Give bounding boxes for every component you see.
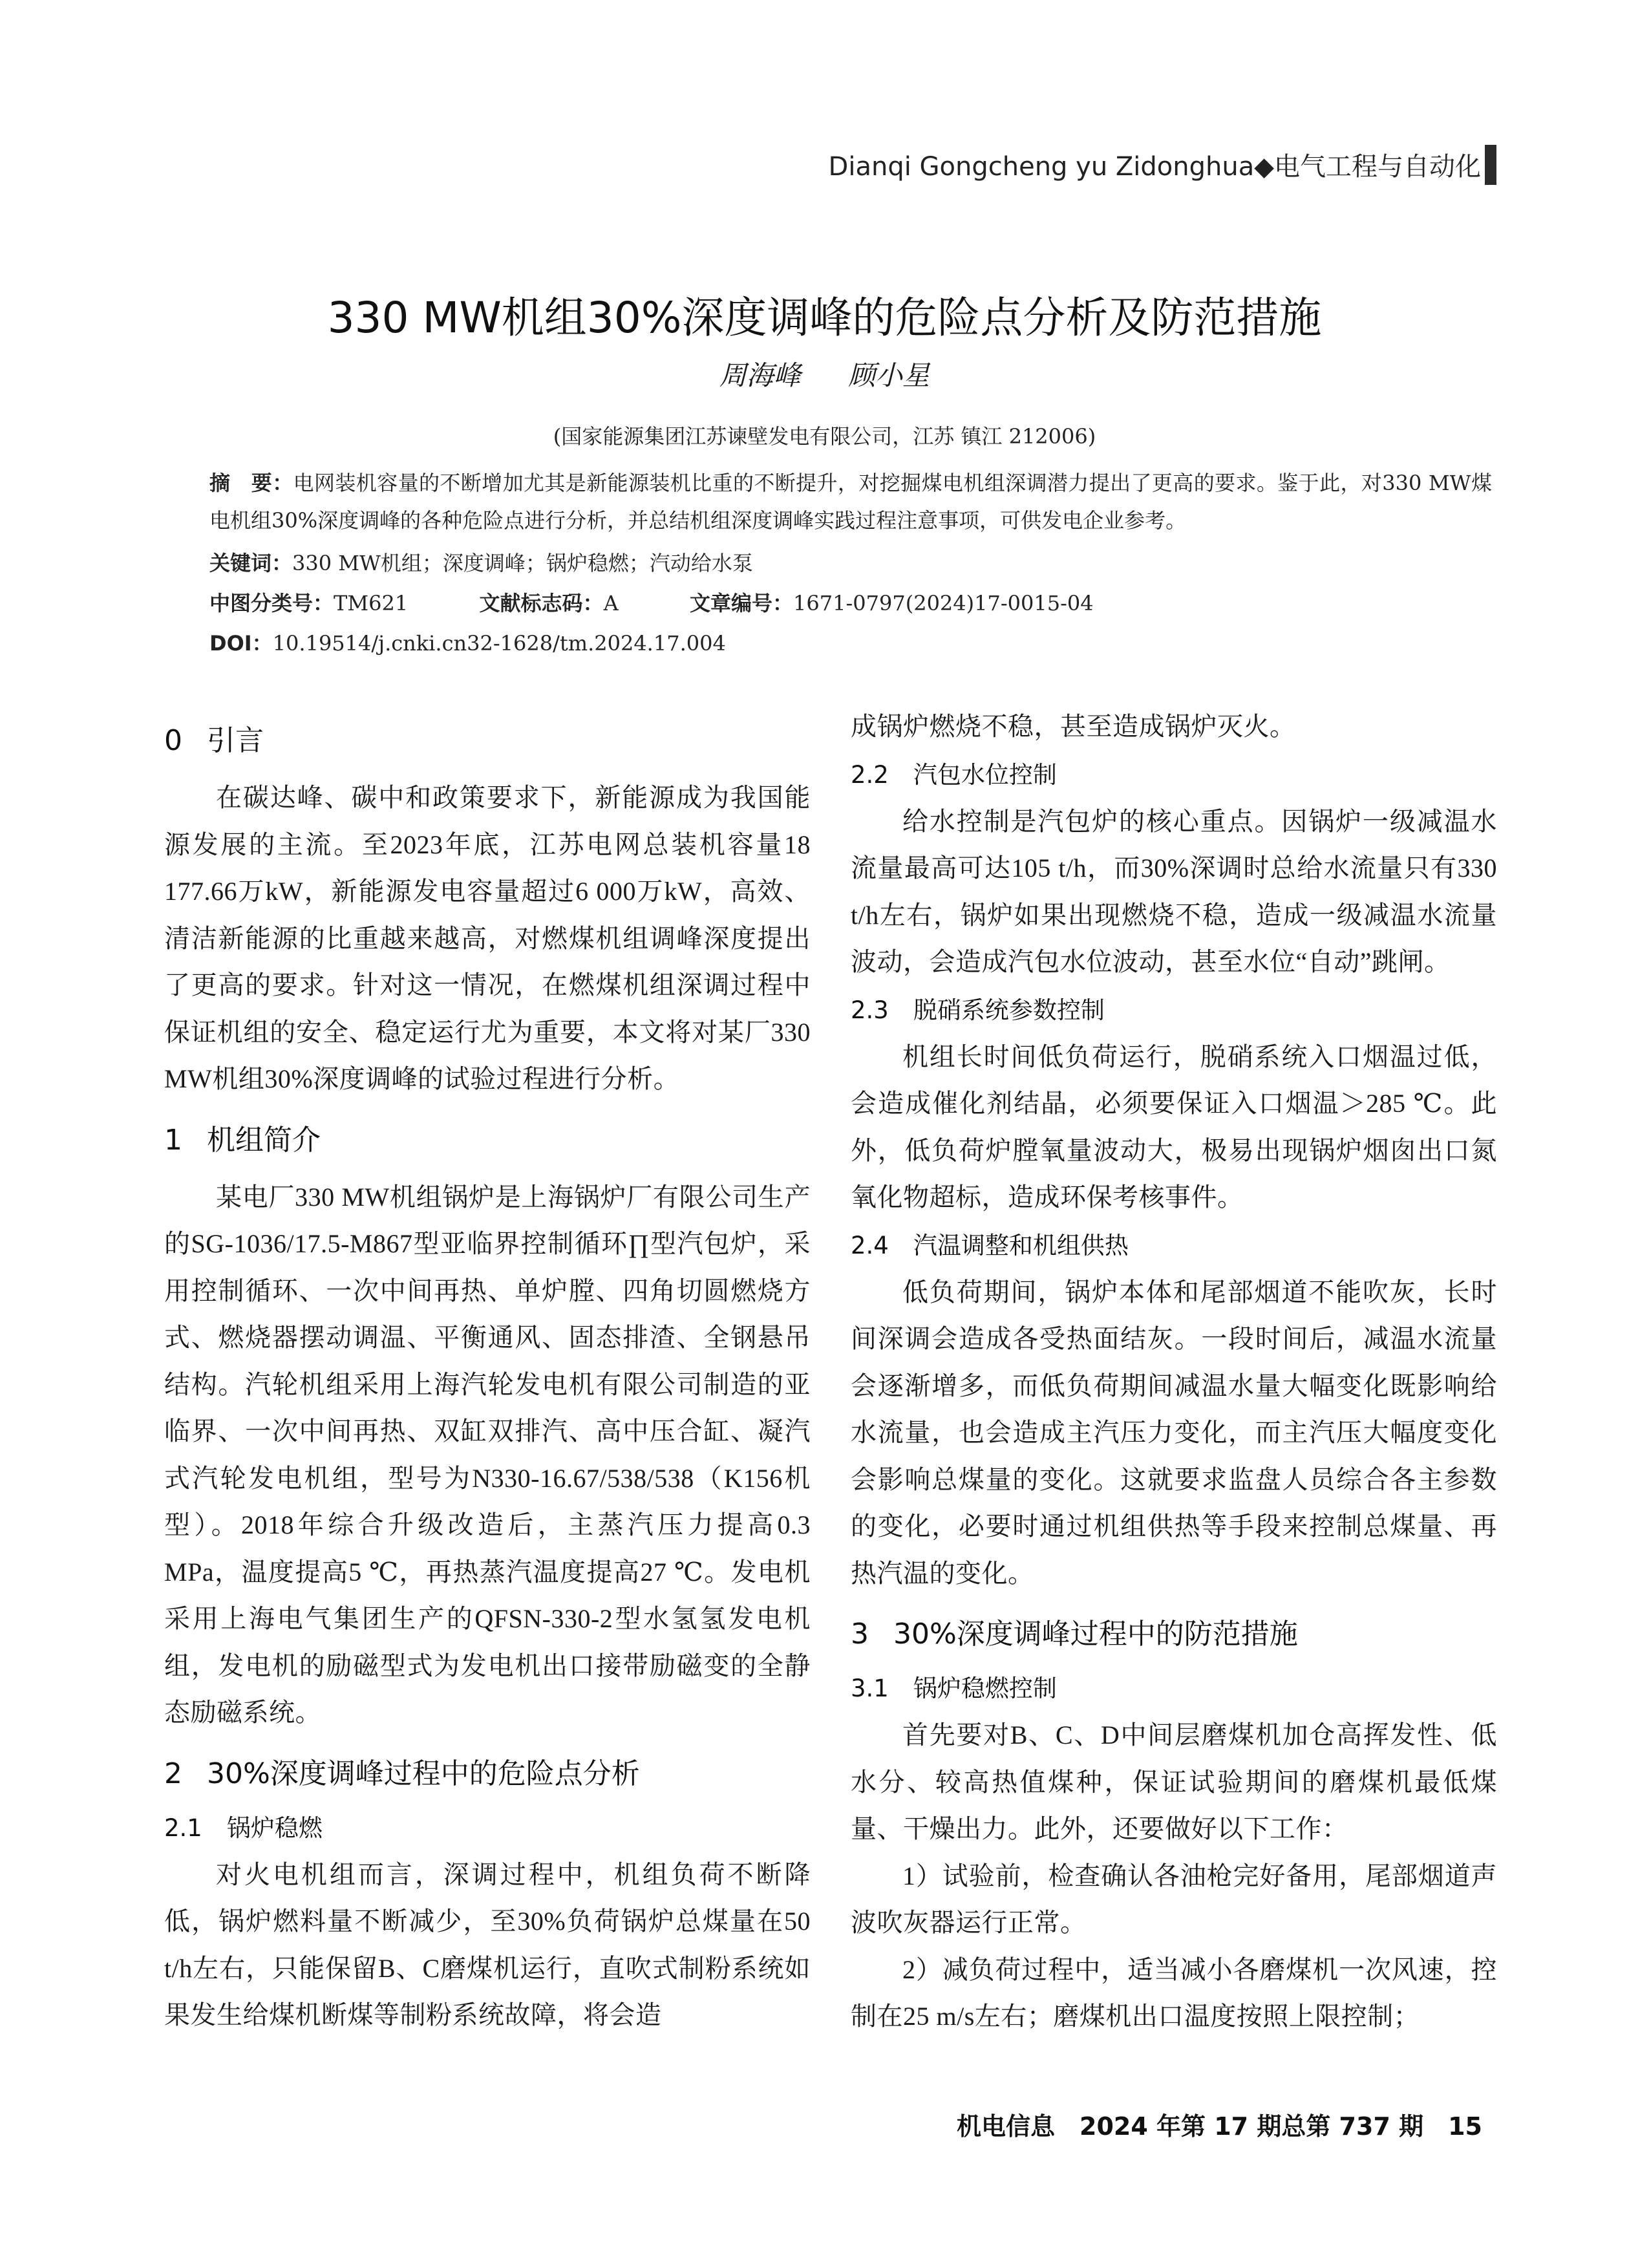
section-2-3-heading: 2.3 脱硝系统参数控制: [851, 996, 1105, 1024]
doc-code-label: 文献标志码：: [479, 591, 604, 615]
left-column: [164, 703, 811, 2039]
section-0-heading: 0 引言: [164, 724, 264, 757]
section-2-4-heading: 2.4 汽温调整和机组供热: [851, 1231, 1129, 1259]
abstract: [164, 464, 1492, 539]
section-3-1-heading: 3.1 锅炉稳燃控制: [851, 1674, 1057, 1702]
page-footer: 机电信息 2024 年第 17 期总第 737 期 15: [957, 2112, 1482, 2141]
author-2: 顾小星: [848, 359, 930, 391]
doi-label: DOI：: [209, 631, 273, 656]
section-0-paragraph: 在碳达峰、碳中和政策要求下，新能源成为我国能源发展的主流。至2023年底，江苏电网总装机容量18 177.66万kW，新能源发电容量超过6 000万kW，高效、清洁新能源的比重越来越高，对燃煤机组调峰深度提出了更高的要求。针对这一情况，在燃煤机组深调过程中保证机组的安全、稳定运行尤为重要，本文将对某厂330 MW机组30%深度调峰的试验过程进行分析。: [164, 783, 811, 1093]
section-2-2-heading: 2.2 汽包水位控制: [851, 760, 1057, 789]
article-number-value: 1671-0797(2024)17-0015-04: [793, 591, 1094, 615]
authors: [0, 354, 1649, 393]
classification: [209, 587, 1094, 617]
affiliation: (国家能源集团江苏谏壁发电有限公司，江苏 镇江 212006): [553, 424, 1096, 449]
section-2-heading: 2 30%深度调峰过程中的危险点分析: [164, 1757, 640, 1790]
abstract-label: 摘 要：: [209, 471, 293, 495]
clc-label: 中图分类号：: [209, 591, 334, 615]
clc-value: TM621: [334, 591, 409, 615]
section-3-1-paragraph: 首先要对B、C、D中间层磨煤机加仓高挥发性、低水分、较高热值煤种，保证试验期间的磨煤机最低煤量、干燥出力。此外，还要做好以下工作：: [851, 1720, 1497, 1843]
right-column: [851, 703, 1497, 2040]
running-head: Dianqi Gongcheng yu Zidonghua◆电气工程与自动化: [828, 152, 1481, 182]
doi-value: 10.19514/j.cnki.cn32-1628/tm.2024.17.004: [272, 631, 726, 656]
section-2-4-paragraph: 低负荷期间，锅炉本体和尾部烟道不能吹灰，长时间深调会造成各受热面结灰。一段时间后，减温水流量会逐渐增多，而低负荷期间减温水量大幅变化既影响给水流量，也会造成主汽压力变化，而主汽压大幅度变化会影响总煤量的变化。这就要求监盘人员综合各主参数的变化，必要时通过机组供热等手段来控制总煤量、再热汽温的变化。: [851, 1277, 1497, 1588]
continued-paragraph: 成锅炉燃烧不稳，甚至造成锅炉灭火。: [851, 712, 1296, 741]
section-2-1-heading: 2.1 锅炉稳燃: [164, 1813, 323, 1842]
section-2-1-paragraph: 对火电机组而言，深调过程中，机组负荷不断降低，锅炉燃料量不断减少，至30%负荷锅炉总煤量在50 t/h左右，只能保留B、C磨煤机运行，直吹式制粉系统如果发生给煤机断煤等制粉系统故障，将会造: [164, 1859, 811, 2029]
keywords-label: 关键词：: [209, 551, 293, 575]
keywords: [209, 547, 753, 577]
section-1-paragraph: 某电厂330 MW机组锅炉是上海锅炉厂有限公司生产的SG-1036/17.5-M867型亚临界控制循环∏型汽包炉，采用控制循环、一次中间再热、单炉膛、四角切圆燃烧方式、燃烧器摆动调温、平衡通风、固态排渣、全钢悬吊结构。汽轮机组采用上海汽轮发电机有限公司制造的亚临界、一次中间再热、双缸双排汽、高中压合缸、凝汽式汽轮发电机组，型号为N330-16.67/538/538（K156机型）。2018年综合升级改造后，主蒸汽压力提高0.3 MPa，温度提高5 ℃，再热蒸汽温度提高27 ℃。发电机采用上海电气集团生产的QFSN-330-2型水氢氢发电机组，发电机的励磁型式为发电机出口接带励磁变的全静态励磁系统。: [164, 1182, 811, 1727]
section-3-1-item-2: 2）减负荷过程中，适当减小各磨煤机一次风速，控制在25 m/s左右；磨煤机出口温度按照上限控制；: [851, 1954, 1497, 2031]
author-1: 周海峰: [719, 359, 801, 391]
abstract-text: 电网装机容量的不断增加尤其是新能源装机比重的不断提升，对挖掘煤电机组深调潜力提出了更高的要求。鉴于此，对330 MW煤电机组30%深度调峰的各种危险点进行分析，并总结机组深度调峰实践过程注意事项，可供发电企业参考。: [209, 471, 1492, 533]
header-bar: [1485, 145, 1496, 185]
section-3-1-item-1: 1）试验前，检查确认各油枪完好备用，尾部烟道声波吹灰器运行正常。: [851, 1861, 1497, 1937]
paper-title: 330 MW机组30%深度调峰的危险点分析及防范措施: [327, 293, 1322, 343]
section-2-3-paragraph: 机组长时间低负荷运行，脱硝系统入口烟温过低，会造成催化剂结晶，必须要保证入口烟温＞285 ℃。此外，低负荷炉膛氧量波动大，极易出现锅炉烟囱出口氮氧化物超标，造成环保考核事件。: [851, 1042, 1497, 1212]
keywords-text: 330 MW机组；深度调峰；锅炉稳燃；汽动给水泵: [292, 551, 753, 575]
section-2-2-paragraph: 给水控制是汽包炉的核心重点。因锅炉一级减温水流量最高可达105 t/h，而30%深调时总给水流量只有330 t/h左右，锅炉如果出现燃烧不稳，造成一级减温水流量波动，会造成汽包水位波动，甚至水位“自动”跳闸。: [851, 806, 1497, 976]
article-number-label: 文章编号：: [690, 591, 794, 615]
section-1-heading: 1 机组简介: [164, 1123, 321, 1157]
doi: [209, 627, 726, 657]
section-3-heading: 3 30%深度调峰过程中的防范措施: [851, 1618, 1298, 1651]
doc-code-value: A: [603, 591, 619, 615]
